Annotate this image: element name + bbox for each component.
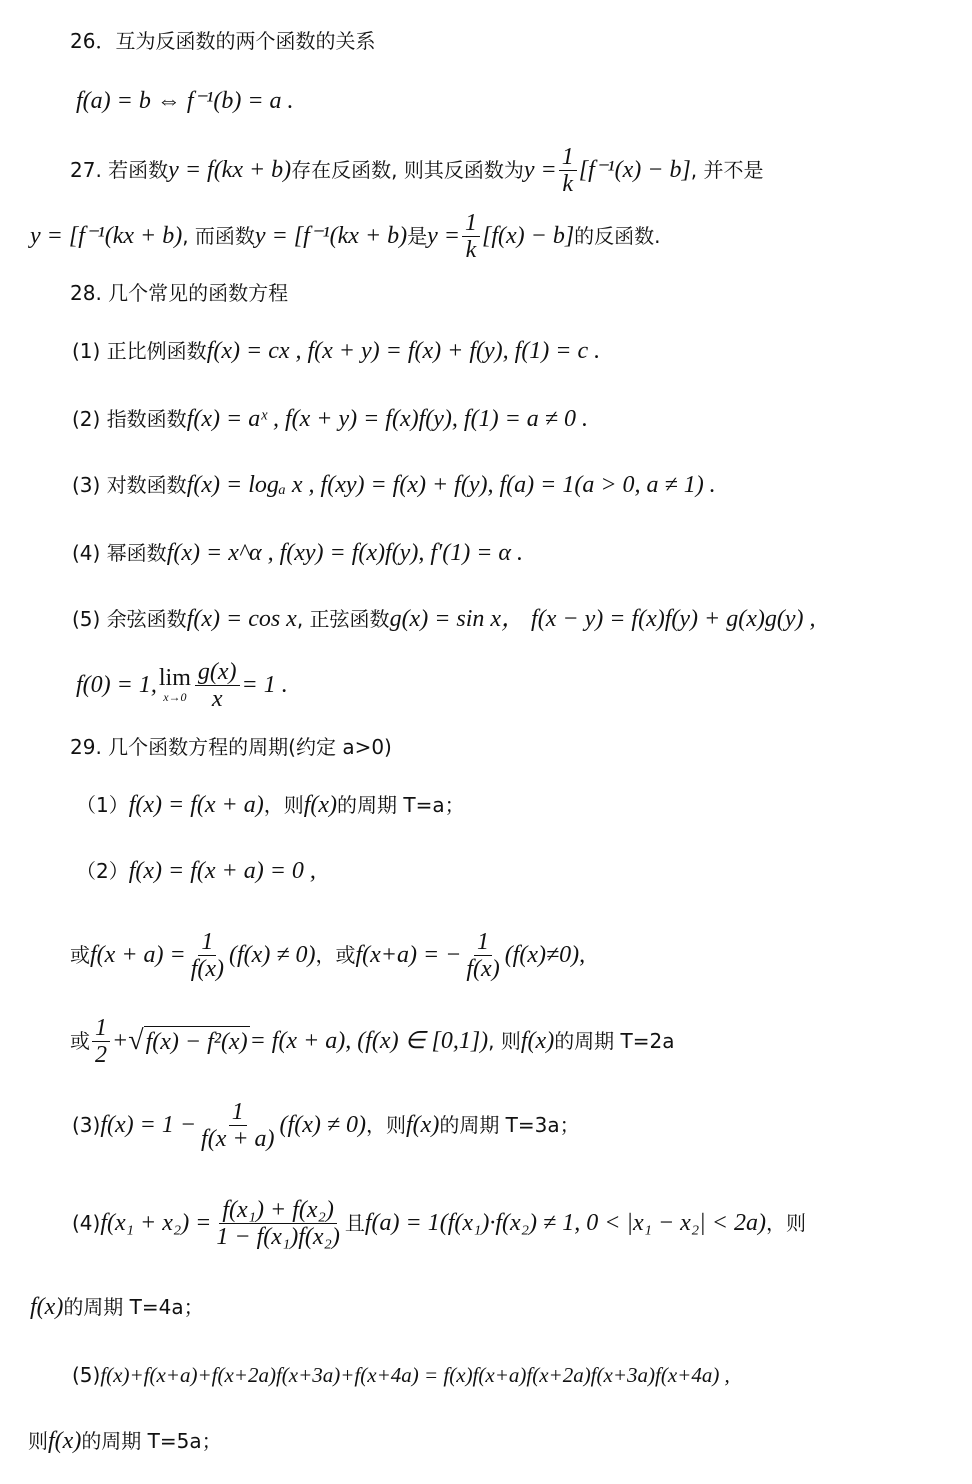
label: （1） (76, 793, 129, 817)
formula: f(a) = b ⇔ f⁻¹(b) = a . (76, 88, 294, 114)
formula: f(x) = aˣ , f(x + y) = f(x)f(y), f(1) = a ≠ 0 . (186, 406, 588, 432)
text: , 则 (488, 1029, 521, 1053)
numerator: f(x₁) + f(x₂) (219, 1197, 337, 1224)
fraction (559, 144, 577, 197)
formula: ， f(x − y) = f(x)f(y) + g(x)g(y) , (501, 606, 816, 632)
lim-text: lim (158, 665, 191, 691)
label: (1) 正比例函数 (72, 339, 207, 363)
denominator: k (465, 236, 477, 263)
equation-item-3 (72, 470, 716, 500)
formula: f(x) = f(x + a) = 0 , (128, 858, 316, 884)
numerator: 1 (92, 1015, 110, 1042)
period-item-4-cont (30, 1292, 204, 1322)
section-27-line-2 (30, 206, 661, 266)
equation-item-5 (72, 604, 816, 634)
label: (4) 幂函数 (72, 541, 167, 565)
label: (3) 对数函数 (72, 473, 187, 497)
period-item-5 (72, 1360, 730, 1390)
text: 存在反函数, 则其反函数为 (291, 158, 524, 182)
formula: f(x) = x^α , f(xy) = f(x)f(y), f′(1) = α . (166, 540, 524, 566)
formula: f(x) (48, 1428, 82, 1454)
period-item-4 (72, 1190, 806, 1256)
formula: + (112, 1028, 129, 1054)
label: (3) (72, 1113, 101, 1137)
label: （2） (76, 859, 129, 883)
text: 且 (344, 1211, 365, 1235)
formula: f(x) (406, 1112, 440, 1138)
text: 的反函数. (574, 224, 661, 248)
section-28-title (70, 278, 288, 308)
denominator: f(x) (466, 955, 500, 982)
formula: f(x)+f(x+a)+f(x+2a)f(x+3a)+f(x+4a) = f(x)f(x+a)f(x+2a)f(x+3a)f(x+4a) , (100, 1363, 730, 1387)
text: 则 (28, 1429, 48, 1453)
period-item-2 (76, 856, 316, 886)
equation-item-4 (72, 538, 523, 568)
fraction (462, 210, 480, 263)
period-item-3 (72, 1092, 580, 1158)
equation-item-5-cont (76, 652, 288, 718)
numerator: 1 (462, 210, 480, 237)
denominator: f(x) (190, 955, 225, 982)
formula: = 1 . (241, 672, 288, 698)
fraction (213, 1197, 343, 1250)
text: 的周期 T=a； (337, 793, 465, 817)
formula: (f(x) ≠ 0) (279, 1112, 367, 1138)
formula: f(x+a) = − (355, 942, 462, 968)
text: 或 (70, 1029, 90, 1053)
fraction (195, 659, 240, 712)
text: , 而函数 (182, 224, 255, 248)
text: 27. 若函数 (70, 158, 169, 182)
denominator: f(x + a) (201, 1125, 275, 1152)
text: , 正弦函数 (296, 607, 390, 631)
section-26-formula (76, 86, 294, 116)
text: ，或 (315, 943, 356, 967)
text: 或 (70, 943, 90, 967)
numerator: 1 (559, 144, 577, 171)
section-27-line-1 (70, 140, 764, 200)
formula: f(x) = cos x (186, 606, 297, 632)
text: , 并不是 (690, 158, 764, 182)
label: (4) (72, 1211, 101, 1235)
text: 的周期 T=2a (554, 1029, 675, 1053)
label: (5) (72, 1363, 101, 1387)
formula: (f(x) ≠ 0) (229, 942, 316, 968)
text: ，则 (765, 1211, 806, 1235)
fraction (188, 929, 227, 982)
formula: f(a) = 1(f(x₁)·f(x₂) ≠ 1, 0 < |x₁ − x₂| < 2a) (364, 1210, 766, 1236)
text: ，则 (366, 1113, 407, 1137)
text: ，则 (263, 793, 304, 817)
numerator: 1 (229, 1099, 247, 1126)
text: 的周期 T=4a； (63, 1295, 204, 1319)
formula: y = [f⁻¹(kx + b) (30, 223, 183, 249)
heading-text: 28. 几个常见的函数方程 (70, 281, 289, 305)
fraction (198, 1099, 278, 1152)
formula: f(x) = f(x + a) (128, 792, 264, 818)
lim-subscript: x→0 (163, 690, 187, 704)
formula: = f(x + a), (f(x) ∈ [0,1]) (249, 1028, 489, 1054)
limit (159, 666, 191, 704)
section-26-title (70, 26, 375, 56)
formula: [f⁻¹(x) − b] (578, 157, 691, 183)
formula: f(x) = logₐ x , f(xy) = f(x) + f(y), f(a) = 1(a > 0, a ≠ 1) . (186, 472, 716, 498)
numerator: g(x) (195, 659, 240, 686)
formula: y = [f⁻¹(kx + b) (254, 223, 408, 249)
formula: g(x) = sin x (389, 606, 502, 632)
formula: f(x) (30, 1294, 64, 1320)
formula: f(x) = 1 − (100, 1112, 197, 1138)
period-item-2-alt-1 (70, 922, 585, 988)
numerator: 1 (474, 929, 492, 956)
formula: (f(x)≠0), (504, 942, 586, 968)
formula: y = f(kx + b) (168, 157, 292, 183)
period-item-5-cont (28, 1426, 222, 1456)
period-item-2-alt-2 (70, 1008, 675, 1074)
denominator: 2 (95, 1041, 107, 1068)
formula: y = (427, 223, 460, 249)
formula: f(x₁ + x₂) = (100, 1210, 212, 1236)
fraction (463, 929, 502, 982)
text: 的周期 T=3a； (439, 1113, 580, 1137)
text: 的周期 T=5a； (81, 1429, 222, 1453)
text: 是 (407, 224, 428, 248)
heading-text: 29. 几个函数方程的周期(约定 a>0) (70, 735, 392, 759)
equation-item-2 (72, 404, 588, 434)
formula: f(x) (303, 792, 338, 818)
fraction (92, 1015, 110, 1068)
radical-icon: √ (128, 1025, 144, 1056)
formula: y = (523, 157, 557, 183)
formula: f(x) (520, 1028, 555, 1054)
formula: [f(x) − b] (481, 223, 575, 249)
formula: f(x + a) = (90, 942, 186, 968)
formula: f(x) = cx , f(x + y) = f(x) + f(y), f(1) = c . (206, 338, 601, 364)
heading-text: 26．互为反函数的两个函数的关系 (70, 29, 376, 53)
denominator: k (562, 170, 574, 197)
equation-item-1 (72, 336, 600, 366)
label: (5) 余弦函数 (72, 607, 187, 631)
denominator: x (211, 685, 223, 712)
period-item-1 (76, 790, 465, 820)
sqrt-content: f(x) − f²(x) (144, 1026, 250, 1057)
label: (2) 指数函数 (72, 407, 187, 431)
formula: f(0) = 1, (76, 672, 157, 698)
section-29-title (70, 732, 392, 762)
numerator: 1 (198, 929, 216, 956)
denominator: 1 − f(x₁)f(x₂) (216, 1223, 340, 1250)
